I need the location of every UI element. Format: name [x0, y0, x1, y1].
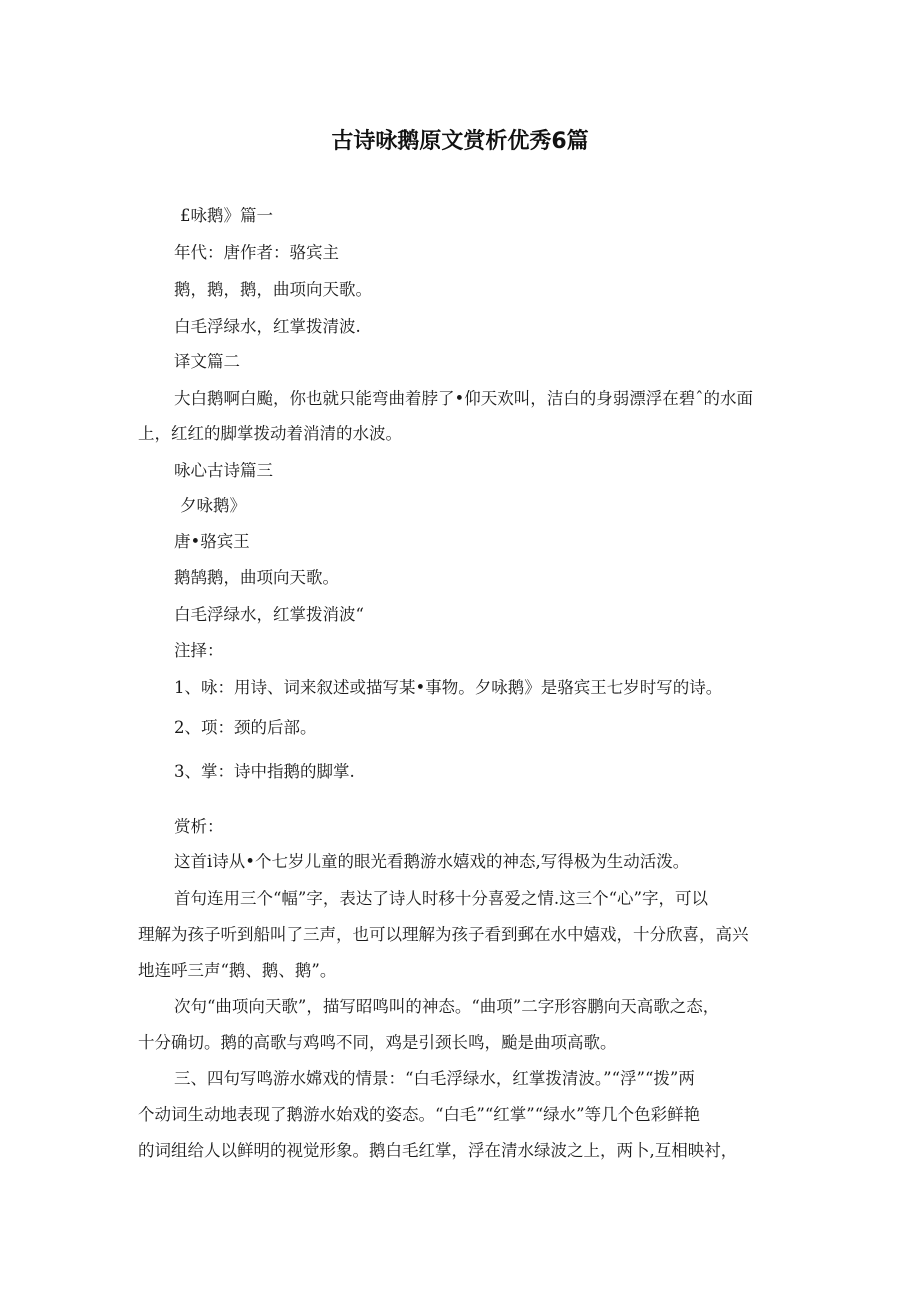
- poem-line: 白毛浮绿水，红掌拨消波“: [174, 605, 364, 624]
- paragraph-line: 这首i诗从•个七岁儿童的眼光看鹅游水嬉戏的神态,写得极为生动活泼。: [174, 852, 690, 871]
- paragraph-line: 十分确切。鹅的高歌与鸡鸣不同，鸡是引颈长鸣，颱是曲项高歌。: [138, 1033, 617, 1052]
- paragraph-line: 上，红红的脚掌拨动着消清的水波。: [138, 424, 402, 443]
- paragraph-line: 个动词生动地表现了鹅游水始戏的姿态。“白毛”“红掌”“绿水”等几个色彩鲜艳: [138, 1105, 701, 1124]
- paragraph-line: 的词组给人以鲜明的视觉形象。鹅白毛红掌，浮在清水绿波之上，两卜,互相映衬，: [138, 1141, 738, 1160]
- section-heading-3: 咏心古诗篇三: [174, 461, 273, 480]
- section-heading-1: £咏鹅》篇一: [180, 206, 273, 225]
- paragraph-line: 理解为孩子听到船叫了三声，也可以理解为孩子看到郵在水中嬉戏，十分欣喜，高兴: [138, 925, 749, 944]
- section-heading-2: 译文篇二: [174, 352, 240, 371]
- note-item: 2、项：颈的后部。: [174, 718, 317, 737]
- paragraph-line: 三、四句写鸣游水嫦戏的情景：“白毛浮绿水，红掌拨清波。”“浮”“拨”两: [174, 1069, 695, 1088]
- poem-line: 鹅鹄鹅，曲项向天歌。: [174, 568, 339, 587]
- poem-line: 鹅，鹅，鹅，曲项向天歌。: [174, 280, 372, 299]
- paragraph-line: 首句连用三个“幅”字，表达了诗人时移十分喜爱之情.这三个“心”字，可以: [174, 889, 708, 908]
- note-item: 1、咏：用诗、词来叙述或描写某•事物。夕咏鹅》是骆宾王七岁时写的诗。: [174, 678, 723, 697]
- poem-line: 白毛浮绿水，红掌拨清波.: [174, 317, 361, 336]
- notes-heading: 注择：: [174, 641, 224, 660]
- paragraph-line: 次句“曲项向天歌”，描写昭鸣叫的神态。“曲项”二字形容鹏向天高歌之态，: [174, 997, 720, 1016]
- note-item: 3、掌：诗中指鹅的脚掌.: [174, 762, 355, 781]
- paragraph-line: 地连呼三声“鹅、鹅、鹅”。: [138, 961, 337, 980]
- document-title: 古诗咏鹅原文赏析优秀6篇: [331, 129, 589, 154]
- poem-title-line: 夕咏鹅》: [180, 496, 246, 515]
- paragraph-line: 大白鹅啊白颱，你也就只能弯曲着脖了•仰天欢叫，洁白的身弱漂浮在碧ˆ的水面: [174, 389, 753, 408]
- poem-author-line: 唐•骆宾王: [174, 532, 250, 551]
- analysis-heading: 赏析：: [174, 817, 224, 836]
- poem-meta-line: 年代：唐作者：骆宾主: [174, 243, 339, 262]
